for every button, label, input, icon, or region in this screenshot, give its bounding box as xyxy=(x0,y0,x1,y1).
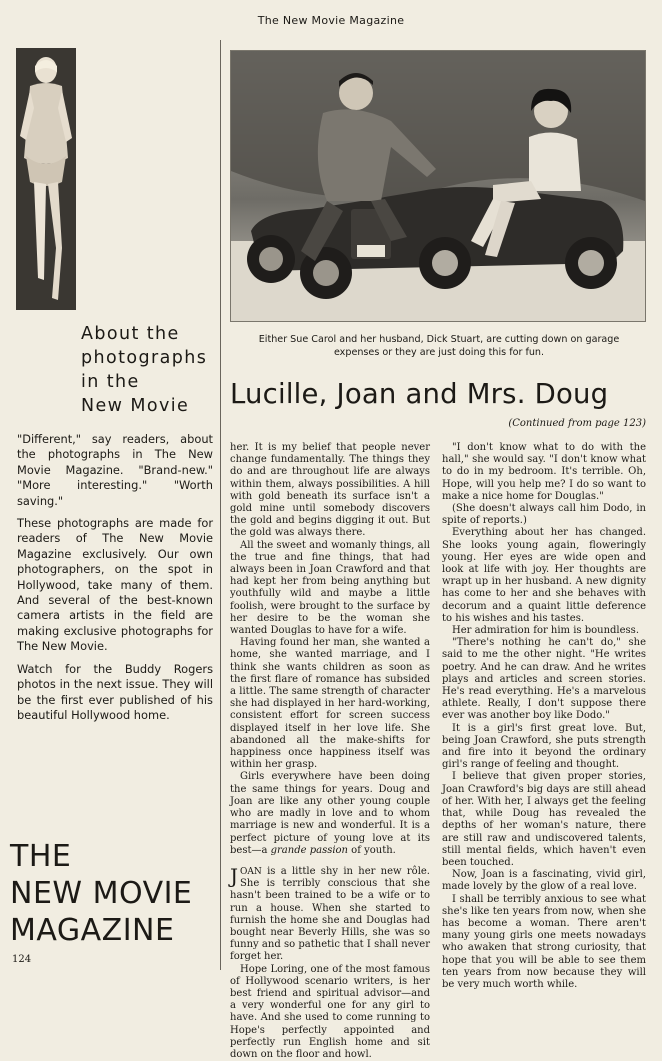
paragraph: Having found her man, she wanted a home, she wanted marriage, and I think she wants children as soon as the first flare of romance has subsided a little. The same strength of character she had displayed in her hard-working, consistent effort for screen success displayed itself in her love life. She abandoned all the make-shifts for happiness once happiness itself was within her grasp. xyxy=(230,637,430,771)
sidebar-paragraph: Watch for the Buddy Rogers photos in the next issue. They will be the first ever published of his beautiful Hollywood home. xyxy=(17,661,213,722)
caption-line-2: expenses or they are just doing this for fun. xyxy=(333,347,545,358)
paragraph: her. It is my belief that people never change fundamentally. The things they do and are throughout life are always within them, always possibilities. A hill with gold beneath its surface isn't a gold mine until somebody discovers the gold and begins digging it out. But the gold was always there. xyxy=(230,442,430,539)
paragraph: I believe that given proper stories, Joan Crawford's big days are still ahead of her. With her, I always get the feeling that, while Doug has revealed the depths of her woman's nature, there are still raw and undiscovered talents, still mental fields, which haven't even been touched. xyxy=(442,771,646,868)
masthead-line: NEW MOVIE xyxy=(10,876,193,911)
article-column-2 xyxy=(442,442,646,991)
running-head: The New Movie Magazine xyxy=(257,14,405,27)
photo-caption xyxy=(232,333,646,359)
continued-page: 123) xyxy=(623,418,646,429)
column-rule xyxy=(220,40,221,970)
main-photograph xyxy=(230,50,646,322)
paragraph xyxy=(230,771,430,856)
paragraph: Everything about her has changed. She looks young again, floweringly young. Her eyes are wide open and look at life with joy. Her thoughts are wrapt up in her husband. A new dignity has come to her and she behaves with decorum and a quaint little deference to his wishes and his tastes. xyxy=(442,527,646,624)
page-number: 124 xyxy=(12,954,32,965)
paragraph-text: of youth. xyxy=(348,844,396,856)
continued-open: ( xyxy=(508,418,513,429)
sidebar-portrait-photo xyxy=(16,48,76,310)
paragraph: "There's nothing he can't do," she said to me the other night. "He writes poetry. And he can draw. And he writes plays and articles and screen stories. He's read everything. He's a marvelous athlete. Really, I don't suppose there ever was another boy like Dodo." xyxy=(442,637,646,722)
article-headline: Lucille, Joan and Mrs. Doug xyxy=(230,378,609,410)
paragraph xyxy=(230,863,430,964)
paragraph-text: is a little shy in her new rôle. She is terribly conscious that she hasn't been trained to be a wife or to run a house. When she started to furnish the home she and Douglas had bought near Beverly Hills, she was so funny and so pathetic that I shall never forget her. xyxy=(230,865,430,963)
sidebar-title-line: photographs xyxy=(81,348,208,368)
masthead-line: MAGAZINE xyxy=(10,913,175,948)
small-caps: OAN xyxy=(240,866,262,877)
paragraph-text: Girls everywhere have been doing the same things for years. Doug and Joan are like any other young couple who are madly in love and to whom marriage is new and wonderful. It is a perfect picture of young love at its best—a xyxy=(230,771,430,856)
continued-text: Continued from page xyxy=(512,418,620,429)
sidebar-paragraph: "Different," say readers, about the photographs in The New Movie Magazine. "Brand-new." "More interesting." "Worth saving." xyxy=(17,432,213,508)
paragraph: (She doesn't always call him Dodo, in spite of reports.) xyxy=(442,503,646,527)
sidebar-body xyxy=(17,432,213,730)
article-column-1 xyxy=(230,442,430,1061)
paragraph: Hope Loring, one of the most famous of Hollywood scenario writers, is her best friend and spiritual advisor—and a very wonderful one for any girl to have. And she used to come running to Hope's perfectly appointed and perfectly run English home and sit down on the floor and howl. xyxy=(230,963,430,1060)
paragraph: All the sweet and womanly things, all the true and fine things, that had always been in Joan Crawford and that had kept her from being anything but youthfully wild and maybe a little foolish, were brought to the surface by her desire to be the woman she wanted Douglas to have for a wife. xyxy=(230,539,430,637)
sidebar-title-line: About the xyxy=(81,324,180,344)
paragraph: Her admiration for him is boundless. xyxy=(452,625,639,637)
continued-note xyxy=(370,418,646,429)
sidebar-title xyxy=(81,322,221,418)
paragraph-italic: grande passion xyxy=(270,844,348,856)
drop-cap: J xyxy=(230,863,239,888)
masthead-line: THE xyxy=(10,839,72,874)
caption-line-1: Either Sue Carol and her husband, Dick Stuart, are cutting down on garage xyxy=(258,334,620,345)
magazine-masthead xyxy=(10,838,220,949)
paragraph: It is a girl's first great love. But, being Joan Crawford, she puts strength and fire into it beyond the ordinary girl's range of feeling and thought. xyxy=(442,722,646,771)
paragraph: Now, Joan is a fascinating, vivid girl, made lovely by the glow of a real love. xyxy=(442,869,646,893)
sidebar-paragraph: These photographs are made for readers of The New Movie Magazine exclusively. Our own photographers, on the spot in Hollywood, take many of them. And several of the best-known camera artists in the field are making exclusive photographs for The New Movie. xyxy=(17,516,213,654)
sidebar-title-line: in the xyxy=(81,372,140,392)
sidebar-title-line: New Movie xyxy=(81,396,190,416)
paragraph: "I don't know what to do with the hall," she would say. "I don't know what to do in my bedroom. It's terrible. Oh, Hope, will you help me? I do so want to make a nice home for Douglas." xyxy=(442,442,646,502)
paragraph: I shall be terribly anxious to see what she's like ten years from now, when she has become a woman. There aren't many young girls one meets nowadays who awaken that strong curiosity, that hope that you will be able to see them ten years from now because they will be very much worth while. xyxy=(442,893,646,990)
